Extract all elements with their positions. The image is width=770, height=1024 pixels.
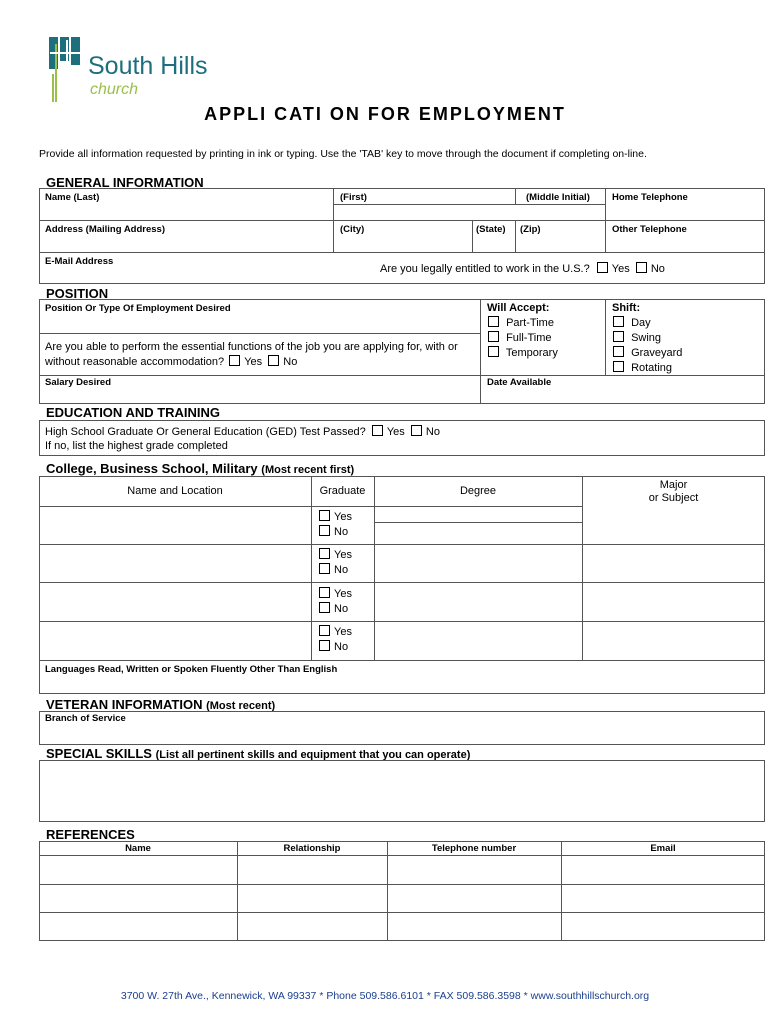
hs-yes-checkbox[interactable] [372,425,383,436]
hs-no-checkbox[interactable] [411,425,422,436]
cross-logo-icon [46,34,86,106]
shift-rotating-checkbox[interactable] [613,361,624,372]
grad-3-no-checkbox[interactable] [319,602,330,613]
col-major: Major or Subject [648,479,699,504]
accept-options: Part-Time Full-Time Temporary [488,316,558,361]
page-title: APPLI CATI ON FOR EMPLOYMENT [204,104,566,124]
part-time-checkbox[interactable] [488,316,499,327]
ref-col-telephone: Telephone number [431,843,517,854]
general-heading: GENERAL INFORMATION [46,175,204,190]
salary-label: Salary Desired [45,377,112,388]
grad-2-yes-checkbox[interactable] [319,548,330,559]
email-label: E-Mail Address [45,256,114,267]
position-heading: POSITION [46,286,109,301]
grad-row-3: Yes No [319,587,352,617]
perform-question: Are you able to perform the essential functions of the job you are applying for, with or without reasonable accommodation? Yes No [45,341,458,368]
church-logo [46,34,246,106]
address-label: Address (Mailing Address) [45,224,166,235]
state-label: (State) [476,224,506,235]
col-degree: Degree [459,485,497,497]
veteran-heading: VETERAN INFORMATION (Most recent) [46,697,276,712]
perform-no-checkbox[interactable] [268,355,279,366]
logo-sub: church [90,81,139,98]
shift-label: Shift: [612,302,641,314]
other-telephone-label: Other Telephone [612,224,687,235]
zip-label: (Zip) [520,224,541,235]
name-first-label: (First) [340,192,367,203]
shift-options: Day Swing Graveyard Rotating [613,316,682,376]
branch-label: Branch of Service [45,713,126,724]
legal-no-checkbox[interactable] [636,262,647,273]
col-name-location: Name and Location [127,485,223,497]
education-heading: EDUCATION AND TRAINING [46,405,221,420]
grad-row-1: Yes No [319,510,352,540]
ref-col-relationship: Relationship [283,843,341,854]
grad-3-yes-checkbox[interactable] [319,587,330,598]
shift-day-checkbox[interactable] [613,316,624,327]
legal-work-question: Are you legally entitled to work in the U.S.? Yes No [380,263,665,275]
city-label: (City) [340,224,365,235]
skills-heading: SPECIAL SKILLS (List all pertinent skills and equipment that you can operate) [46,746,471,761]
logo-name: South Hills [88,52,208,80]
shift-swing-checkbox[interactable] [613,331,624,342]
grad-1-no-checkbox[interactable] [319,525,330,536]
grad-1-yes-checkbox[interactable] [319,510,330,521]
temporary-checkbox[interactable] [488,346,499,357]
college-table [39,476,765,694]
languages-label: Languages Read, Written or Spoken Fluently Other Than English [45,664,338,675]
footer-address: 3700 W. 27th Ave., Kennewick, WA 99337 * Phone 509.586.6101 * FAX 509.586.3598 * www.southhillschurch.org [120,990,650,1002]
college-heading: College, Business School, Military (Most recent first) [46,461,355,476]
grad-4-no-checkbox[interactable] [319,640,330,651]
references-heading: REFERENCES [46,827,135,842]
will-accept-label: Will Accept: [487,302,550,314]
perform-yes-checkbox[interactable] [229,355,240,366]
grad-4-yes-checkbox[interactable] [319,625,330,636]
high-school-question: High School Graduate Or General Education (GED) Test Passed? Yes No If no, list the highest grade completed [45,426,440,452]
name-last-label: Name (Last) [45,192,100,203]
veteran-box [39,711,765,745]
instructions: Provide all information requested by printing in ink or typing. Use the 'TAB' key to move through the document if completing on-line. [39,148,647,160]
full-time-checkbox[interactable] [488,331,499,342]
ref-col-email: Email [650,843,676,854]
references-table [39,841,765,941]
date-available-label: Date Available [487,377,552,388]
shift-graveyard-checkbox[interactable] [613,346,624,357]
grad-row-2: Yes No [319,548,352,578]
skills-textarea[interactable] [39,760,765,822]
grad-row-4: Yes No [319,625,352,655]
home-telephone-label: Home Telephone [612,192,688,203]
legal-yes-checkbox[interactable] [597,262,608,273]
ref-col-name: Name [125,843,151,854]
middle-initial-label: (Middle Initial) [526,192,590,203]
col-graduate: Graduate [319,485,366,497]
grad-2-no-checkbox[interactable] [319,563,330,574]
position-desired-label: Position Or Type Of Employment Desired [45,303,231,314]
